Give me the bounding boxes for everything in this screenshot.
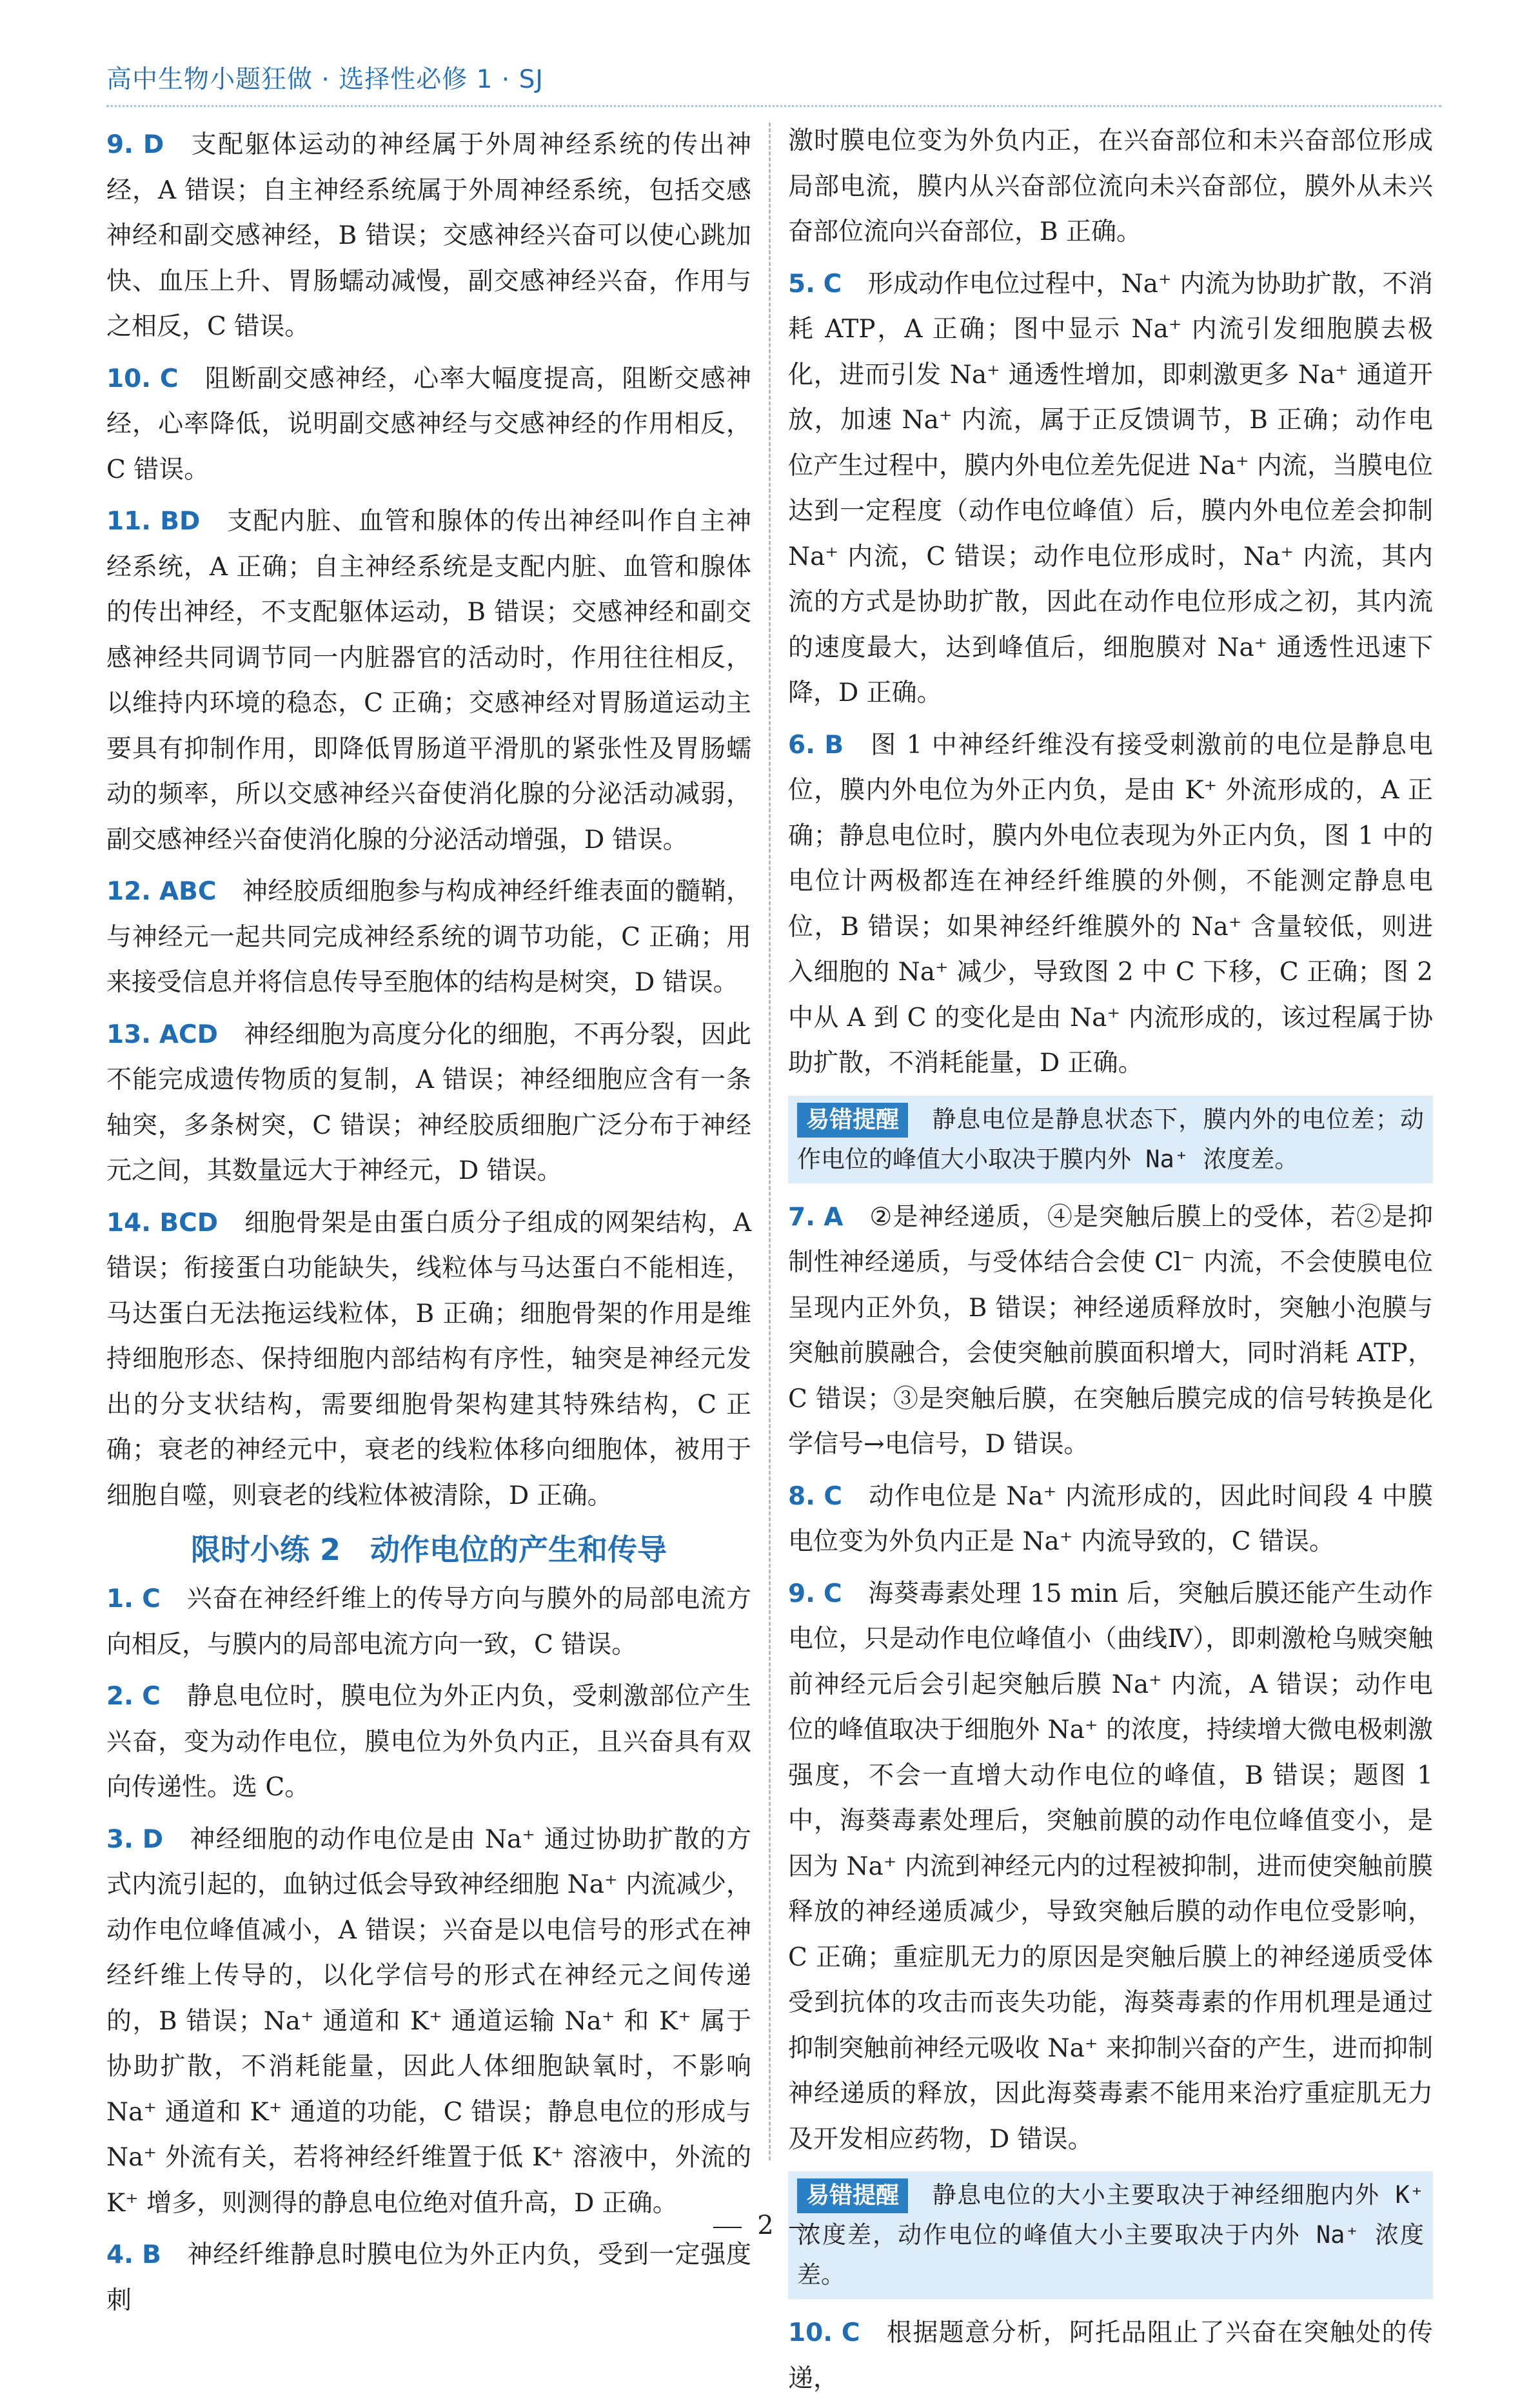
- answer-item: [788, 723, 1433, 1087]
- explanation-text: 神经胶质细胞参与构成神经纤维表面的髓鞘，与神经元一起共同完成神经系统的调节功能，C 正确；用来接受信息并将信息传导至胞体的结构是树突，D 错误。: [106, 877, 751, 997]
- running-header: 高中生物小题狂做 · 选择性必修 1 · SJ: [106, 65, 544, 94]
- answer-key: C: [142, 1682, 161, 1711]
- left-column: [106, 123, 751, 2330]
- answer-key: C: [824, 1481, 842, 1511]
- answer-key: ABC: [159, 877, 217, 906]
- section-title: 限时小练 2 动作电位的产生和传导: [190, 1532, 667, 1567]
- answer-item: [788, 2311, 1433, 2402]
- explanation-text: 支配内脏、血管和腺体的传出神经叫作自主神经系统，A 正确；自主神经系统是支配内脏、血管和腺体的传出神经，不支配躯体运动，B 错误；交感神经和副交感神经共同调节同一内脏器官的活动时，作用往往相反，以维持内环境的稳态，C 正确；交感神经对胃肠道运动主要具有抑制作用，即降低胃肠道平滑肌的紧张性及胃肠蠕动的频率，所以交感神经兴奋使消化腺的分泌活动减弱，副交感神经兴奋使消化腺的分泌活动增强，D 错误。: [106, 507, 751, 854]
- continued-paragraph: 激时膜电位变为外负内正，在兴奋部位和未兴奋部位形成局部电流，膜内从兴奋部位流向未兴奋部位，膜外从未兴奋部位流向兴奋部位，B 正确。: [788, 126, 1433, 246]
- tip-label: 易错提醒: [797, 2178, 908, 2213]
- explanation-text: 神经细胞的动作电位是由 Na⁺ 通过协助扩散的方式内流引起的，血钠过低会导致神经细胞 Na⁺ 内流减少，动作电位峰值减小，A 错误；兴奋是以电信号的形式在神经纤维上传导的，以化学信号的形式在神经元之间传递的，B 错误；Na⁺ 通道和 K⁺ 通道运输 Na⁺ 和 K⁺ 属于协助扩散，不消耗能量，因此人体细胞缺氧时，不影响 Na⁺ 通道和 K⁺ 通道的功能，C 错误；静息电位的形成与 Na⁺ 外流有关，若将神经纤维置于低 K⁺ 溶液中，外流的 K⁺ 增多，则测得的静息电位绝对值升高，D 正确。: [106, 1824, 751, 2218]
- question-number: 9.: [106, 130, 133, 159]
- question-number: 1.: [106, 1584, 133, 1614]
- error-tip-box: [788, 1096, 1433, 1183]
- tip-label: 易错提醒: [797, 1103, 908, 1138]
- question-number: 9.: [788, 1579, 815, 1608]
- answer-item: [106, 1012, 751, 1194]
- answer-item: [106, 869, 751, 1006]
- answer-item: [788, 1195, 1433, 1468]
- answer-key: B: [142, 2240, 161, 2269]
- question-number: 6.: [788, 730, 815, 760]
- answer-item: [106, 2233, 751, 2324]
- footer-dash-right: [789, 2227, 818, 2228]
- right-answers-group-b: [788, 1195, 1433, 2163]
- question-number: 12.: [106, 877, 152, 906]
- question-number: 7.: [788, 1202, 815, 1232]
- answer-key: C: [823, 1579, 842, 1608]
- answer-key: B: [824, 730, 844, 760]
- question-number: 5.: [788, 269, 815, 299]
- explanation-text: 图 1 中神经纤维没有接受刺激前的电位是静息电位，膜内外电位为外正内负，是由 K⁺ 外流形成的，A 正确；静息电位时，膜内外电位表现为外正内负，图 1 中的电位计两极都连在神经纤维膜的外侧，不能测定静息电位，B 错误；如果神经纤维膜外的 Na⁺ 含量较低，则进入细胞的 Na⁺ 减少，导致图 2 中 C 下移，C 正确；图 2 中从 A 到 C 的变化是由 Na⁺ 内流形成的，该过程属于协助扩散，不消耗能量，D 正确。: [788, 730, 1434, 1078]
- header-divider: [106, 105, 1441, 107]
- answer-item: [106, 1201, 751, 1519]
- page-number: 2: [757, 2211, 774, 2240]
- answer-item: [106, 1674, 751, 1811]
- explanation-text: ②是神经递质，④是突触后膜上的受体，若②是抑制性神经递质，与受体结合会使 Cl⁻ 内流，不会使膜电位呈现内正外负，B 错误；神经递质释放时，突触小泡膜与突触前膜融合，会使突触前膜面积增大，同时消耗 ATP，C 错误；③是突触后膜，在突触后膜完成的信号转换是化学信号→电信号，D 错误。: [788, 1202, 1433, 1459]
- answer-item: [106, 1577, 751, 1668]
- question-number: 13.: [106, 1020, 152, 1049]
- explanation-text: 动作电位是 Na⁺ 内流形成的，因此时间段 4 中膜电位变为外负内正是 Na⁺ 内流导致的，C 错误。: [788, 1481, 1433, 1556]
- right-answers-group-a: [788, 262, 1433, 1087]
- explanation-text: 海葵毒素处理 15 min 后，突触后膜还能产生动作电位，只是动作电位峰值小（曲线Ⅳ），即刺激枪乌贼突触前神经元后会引起突触后膜 Na⁺ 内流，A 错误；动作电位的峰值取决于细胞外 Na⁺ 的浓度，持续增大微电极刺激强度，不会一直增大动作电位的峰值，B 错误；题图 1 中，海葵毒素处理后，突触前膜的动作电位峰值变小，是因为 Na⁺ 内流到神经元内的过程被抑制，进而使突触前膜释放的神经递质减少，导致突触后膜的动作电位受影响，C 正确；重症肌无力的原因是突触后膜上的神经递质受体受到抗体的攻击而丧失功能，海葵毒素的作用机理是通过抑制突触前神经元吸收 Na⁺ 来抑制兴奋的产生，进而抑制神经递质的释放，因此海葵毒素不能用来治疗重症肌无力及开发相应药物，D 错误。: [788, 1579, 1434, 2154]
- answer-key: BCD: [159, 1208, 219, 1238]
- explanation-text: 阻断副交感神经，心率大幅度提高，阻断交感神经，心率降低，说明副交感神经与交感神经的作用相反，C 错误。: [106, 364, 751, 484]
- answer-key: C: [142, 1584, 161, 1614]
- page-footer: [0, 2211, 1531, 2240]
- left-answers-group-a: [106, 123, 751, 1519]
- right-answers-group-c: [788, 2311, 1433, 2402]
- answer-key: D: [143, 130, 164, 159]
- question-number: 14.: [106, 1208, 152, 1238]
- explanation-text: 神经细胞为高度分化的细胞，不再分裂，因此不能完成遗传物质的复制，A 错误；神经细胞应含有一条轴突，多条树突，C 错误；神经胶质细胞广泛分布于神经元之间，其数量远大于神经元，D 错误。: [106, 1020, 751, 1185]
- explanation-text: 形成动作电位过程中，Na⁺ 内流为协助扩散，不消耗 ATP，A 正确；图中显示 Na⁺ 内流引发细胞膜去极化，进而引发 Na⁺ 通透性增加，即刺激更多 Na⁺ 通道开放，加速 Na⁺ 内流，属于正反馈调节，B 正确；动作电位产生过程中，膜内外电位差先促进 Na⁺ 内流，当膜电位达到一定程度（动作电位峰值）后，膜内外电位差会抑制 Na⁺ 内流，C 错误；动作电位形成时，Na⁺ 内流，其内流的方式是协助扩散，因此在动作电位形成之初，其内流的速度最大，达到峰值后，细胞膜对 Na⁺ 通透性迅速下降，D 正确。: [788, 269, 1433, 707]
- answer-key: C: [841, 2318, 860, 2347]
- footer-dash-left: [713, 2227, 742, 2228]
- answer-item: [788, 262, 1433, 716]
- explanation-text: 支配躯体运动的神经属于外周神经系统的传出神经，A 错误；自主神经系统属于外周神经系统，包括交感神经和副交感神经，B 错误；交感神经兴奋可以使心跳加快、血压上升、胃肠蠕动减慢，副交感神经兴奋，作用与之相反，C 错误。: [106, 130, 751, 341]
- explanation-text: 兴奋在神经纤维上的传导方向与膜外的局部电流方向相反，与膜内的局部电流方向一致，C 错误。: [106, 1584, 751, 1659]
- tip-text: 静息电位是静息状态下，膜内外的电位差；动作电位的峰值大小取决于膜内外 Na⁺ 浓度差。: [797, 1105, 1424, 1173]
- answer-item: [106, 123, 751, 350]
- answer-key: C: [823, 269, 842, 299]
- answer-item: [788, 1572, 1433, 2163]
- question-number: 10.: [106, 364, 152, 393]
- explanation-text: 根据题意分析，阿托品阻止了兴奋在突触处的传递，: [788, 2318, 1433, 2393]
- answer-item: [788, 1474, 1433, 1565]
- question-number: 2.: [106, 1682, 133, 1711]
- question-number: 10.: [788, 2318, 833, 2347]
- answer-item: [106, 357, 751, 493]
- question-number: 11.: [106, 507, 152, 536]
- explanation-text: 神经纤维静息时膜电位为外正内负，受到一定强度刺: [106, 2240, 751, 2315]
- column-divider: [769, 123, 771, 2160]
- tip-text: 静息电位的大小主要取决于神经细胞内外 K⁺ 浓度差，动作电位的峰值大小主要取决于内外 Na⁺ 浓度差。: [797, 2181, 1424, 2289]
- question-number: 4.: [106, 2240, 133, 2269]
- right-column: [788, 119, 1433, 2408]
- answer-key: C: [159, 364, 179, 393]
- answer-item: [106, 499, 751, 863]
- answer-item: [106, 1817, 751, 2227]
- answer-key: A: [824, 1202, 844, 1232]
- answer-key: BD: [160, 507, 201, 536]
- answer-key: ACD: [159, 1020, 219, 1049]
- question-number: 8.: [788, 1481, 815, 1511]
- explanation-text: 静息电位时，膜电位为外正内负，受刺激部位产生兴奋，变为动作电位，膜电位为外负内正，且兴奋具有双向传递性。选 C。: [106, 1682, 751, 1802]
- answer-key: D: [142, 1824, 164, 1854]
- question-number: 3.: [106, 1824, 133, 1854]
- explanation-text: 细胞骨架是由蛋白质分子组成的网架结构，A 错误；衔接蛋白功能缺失，线粒体与马达蛋白不能相连，马达蛋白无法拖运线粒体，B 正确；细胞骨架的作用是维持细胞形态、保持细胞内部结构有序性，轴突是神经元发出的分支状结构，需要细胞骨架构建其特殊结构，C 正确；衰老的神经元中，衰老的线粒体移向细胞体，被用于细胞自噬，则衰老的线粒体被清除，D 正确。: [106, 1208, 751, 1510]
